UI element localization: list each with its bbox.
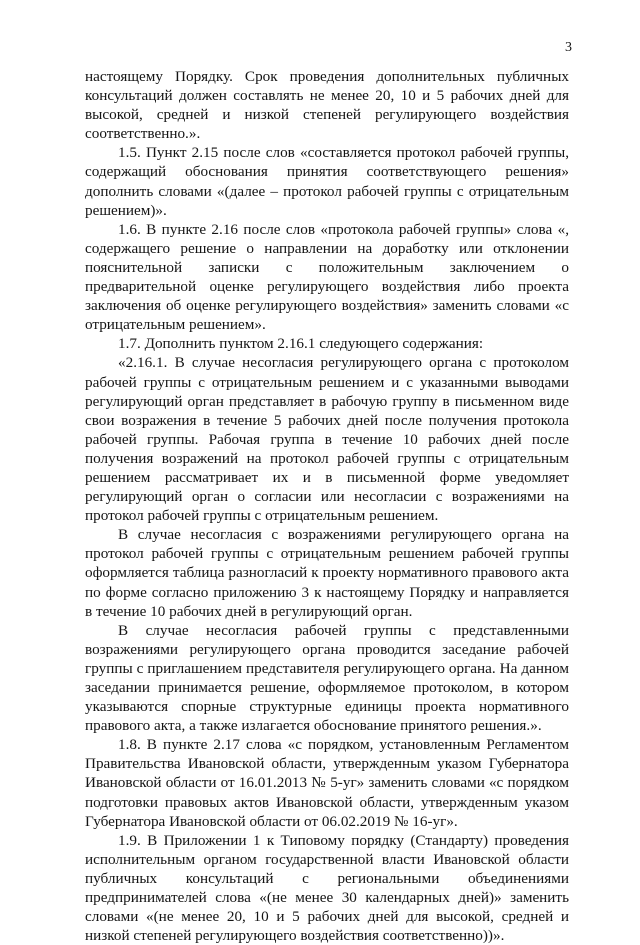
paragraph-item-1-5: 1.5. Пункт 2.15 после слов «составляется протокол рабочей группы, содержащий обоснования принятия соответствующего решения» дополнить словами «(далее – протокол рабочей группы с отрицательным решением)». (85, 144, 569, 219)
document-body (85, 67, 569, 945)
paragraph-item-1-7: 1.7. Дополнить пунктом 2.16.1 следующего содержания: (118, 335, 484, 353)
paragraph-item-1-8: 1.8. В пункте 2.17 слова «с порядком, установленным Регламентом Правительства Ивановской области, утвержденным указом Губернатора Ивановской области от 16.01.2013 № 5-уг» заменить словами «с порядком подготовки правовых актов Ивановской области, утвержденным указом Губернатора Ивановской области от 06.02.2019 № 16-уг». (85, 736, 569, 830)
paragraph-item-1-9: 1.9. В Приложении 1 к Типовому порядку (Стандарту) проведения исполнительным органом государственной власти Ивановской области публичных консультаций с региональными объединениями предпринимателей слова «(не менее 30 календарных дней)» заменить словами «(не менее 20, 10 и 5 рабочих дней для высокой, средней и низкой степеней регулирующего воздействия соответственно))». (85, 831, 569, 945)
paragraph-working-group-meeting: В случае несогласия рабочей группы с представленными возражениями регулирующего органа проводится заседание рабочей группы с приглашением представителя регулирующего органа. На данном заседании принимается решение, оформляемое протоколом, в котором указываются спорные структурные единицы проекта нормативного правового акта, а также излагается обоснование принятого решения.». (85, 621, 569, 735)
paragraph-clause-2-16-1: «2.16.1. В случае несогласия регулирующего органа с протоколом рабочей группы с отрицательным решением и с указанными выводами регулирующий орган представляет в рабочую группу в письменном виде свои возражения в течение 5 рабочих дней после получения протокола рабочей группы. Рабочая группа в течение 10 рабочих дней после получения возражений на протокол рабочей группы с отрицательным решением рассматривает их и в письменной форме уведомляет регулирующий орган о согласии или несогласии с возражениями на протокол рабочей группы с отрицательным решением. (85, 354, 569, 525)
paragraph-disagreement-table: В случае несогласия с возражениями регулирующего органа на протокол рабочей группы с отрицательным решением рабочей группы оформляется таблица разногласий к проекту нормативного правового акта по форме согласно приложению 3 к настоящему Порядку и направляется в течение 10 рабочих дней в регулирующий орган. (85, 526, 569, 620)
paragraph-continuation: настоящему Порядку. Срок проведения дополнительных публичных консультаций должен составлять не менее 20, 10 и 5 рабочих дней для высокой, средней и низкой степеней регулирующего воздействия соответственно.». (85, 68, 569, 143)
paragraph-item-1-6: 1.6. В пункте 2.16 после слов «протокола рабочей группы» слова «, содержащего решение о направлении на доработку или отклонении пояснительной записки с положительным заключением о предварительной оценке регулирующего воздействия либо проекта заключения об оценке регулирующего воздействия» заменить словами «с отрицательным решением». (85, 220, 569, 334)
page-number: 3 (565, 40, 572, 55)
